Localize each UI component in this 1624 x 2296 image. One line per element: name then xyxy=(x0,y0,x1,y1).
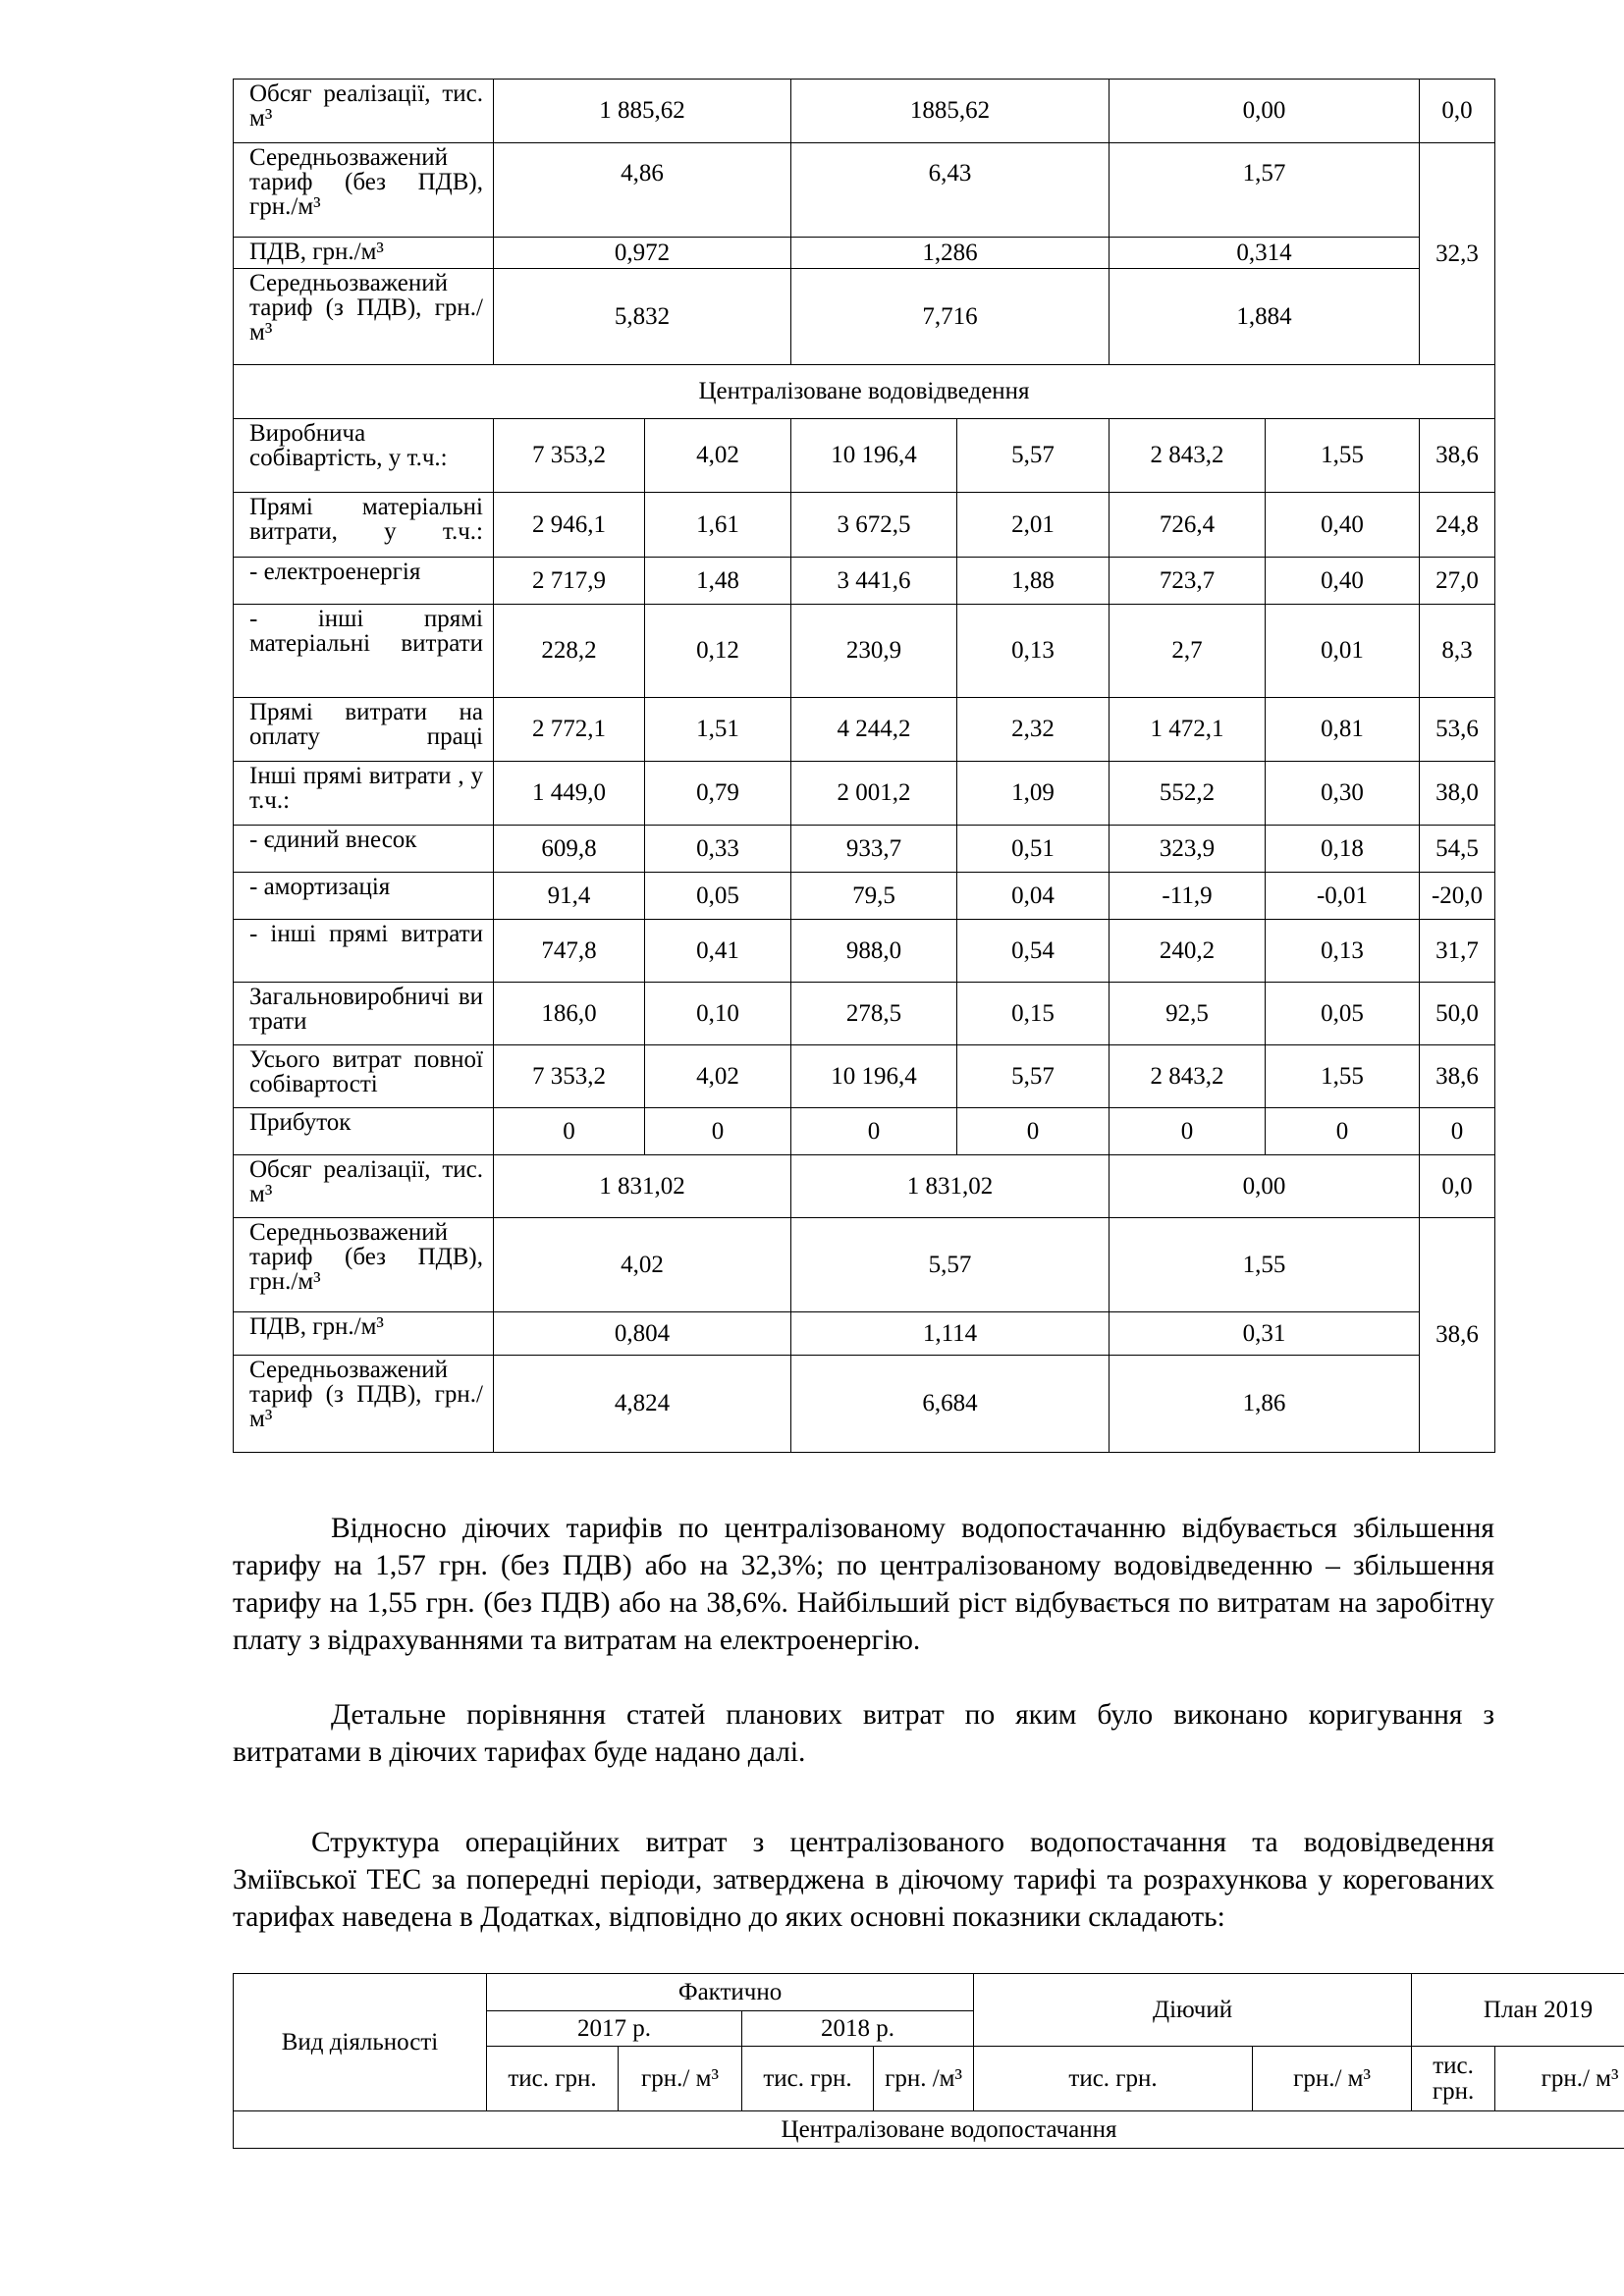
value-cell: 5,832 xyxy=(494,269,791,365)
unit-cell: тис. грн. xyxy=(742,2047,874,2111)
operating-costs-table xyxy=(233,1973,1624,2149)
value-cell: 0,15 xyxy=(957,983,1110,1045)
table-row xyxy=(234,873,1495,920)
value-cell: 0 xyxy=(1110,1108,1266,1155)
row-label: Прямі матеріальні витрати, у т.ч.: xyxy=(234,493,494,558)
value-cell: 7,716 xyxy=(791,269,1110,365)
value-cell: 5,57 xyxy=(791,1218,1110,1312)
table-row xyxy=(234,1356,1495,1453)
value-cell: 2,32 xyxy=(957,698,1110,762)
unit-cell: грн./ м³ xyxy=(1253,2047,1412,2111)
value-cell: 1,48 xyxy=(645,558,791,605)
value-cell: 2 001,2 xyxy=(791,762,957,826)
paragraph-cost-comparison: Детальне порівняння статей планових витрат по яким було виконано коригування з витратами в діючих тарифах буде надано далі. xyxy=(233,1699,1494,1768)
value-cell: 1 885,62 xyxy=(494,80,791,143)
value-cell: 50,0 xyxy=(1420,983,1495,1045)
value-cell: 1 472,1 xyxy=(1110,698,1266,762)
value-cell: -20,0 xyxy=(1420,873,1495,920)
value-cell: 609,8 xyxy=(494,826,645,873)
value-cell: 0 xyxy=(1420,1108,1495,1155)
value-cell: 552,2 xyxy=(1110,762,1266,826)
value-cell: 0,00 xyxy=(1110,80,1420,143)
value-cell: 24,8 xyxy=(1420,493,1495,558)
row-label: - єдиний внесок xyxy=(234,826,494,873)
row-label: Середньозважений тариф (з ПДВ), грн./м³ xyxy=(234,1356,494,1453)
table-row xyxy=(234,983,1495,1045)
value-cell: 1 831,02 xyxy=(494,1155,791,1218)
change-percent-cell: 38,6 xyxy=(1420,1218,1495,1453)
section-row xyxy=(234,2111,1624,2149)
value-cell: 0,51 xyxy=(957,826,1110,873)
section-title: Централізоване водопостачання xyxy=(234,2111,1624,2149)
value-cell: 0,40 xyxy=(1266,493,1420,558)
row-label: Обсяг реалізації, тис. м³ xyxy=(234,80,494,143)
value-cell: 0,972 xyxy=(494,238,791,269)
value-cell: 240,2 xyxy=(1110,920,1266,983)
value-cell: 1,114 xyxy=(791,1312,1110,1356)
row-label: - амортизація xyxy=(234,873,494,920)
value-cell: 0,10 xyxy=(645,983,791,1045)
value-cell: 0 xyxy=(1266,1108,1420,1155)
value-cell: 0,18 xyxy=(1266,826,1420,873)
value-cell: 4,02 xyxy=(645,419,791,493)
value-cell: 8,3 xyxy=(1420,605,1495,698)
value-cell: 6,684 xyxy=(791,1356,1110,1453)
value-cell: 4,02 xyxy=(494,1218,791,1312)
value-cell: 1,09 xyxy=(957,762,1110,826)
value-cell: 0 xyxy=(645,1108,791,1155)
value-cell: 0,0 xyxy=(1420,80,1495,143)
header-year-2017: 2017 р. xyxy=(487,2011,742,2047)
tariff-comparison-table xyxy=(233,79,1495,1453)
value-cell: 5,57 xyxy=(957,1045,1110,1108)
value-cell: 0,33 xyxy=(645,826,791,873)
value-cell: 2 717,9 xyxy=(494,558,645,605)
table-row xyxy=(234,1312,1495,1356)
value-cell: 0,41 xyxy=(645,920,791,983)
value-cell: 988,0 xyxy=(791,920,957,983)
row-label: ПДВ, грн./м³ xyxy=(234,1312,494,1356)
header-actual: Фактично xyxy=(487,1974,974,2011)
table-row xyxy=(234,269,1495,365)
table-row xyxy=(234,1218,1495,1312)
value-cell: 92,5 xyxy=(1110,983,1266,1045)
value-cell: 27,0 xyxy=(1420,558,1495,605)
unit-cell: грн./ м³ xyxy=(1495,2047,1624,2111)
unit-cell: тис. грн. xyxy=(487,2047,619,2111)
value-cell: 323,9 xyxy=(1110,826,1266,873)
value-cell: 4 244,2 xyxy=(791,698,957,762)
value-cell: 1,61 xyxy=(645,493,791,558)
table-row xyxy=(234,143,1495,238)
value-cell: 54,5 xyxy=(1420,826,1495,873)
value-cell: 723,7 xyxy=(1110,558,1266,605)
table-row xyxy=(234,558,1495,605)
header-current: Діючий xyxy=(974,1974,1412,2047)
value-cell: 5,57 xyxy=(957,419,1110,493)
value-cell: 0,01 xyxy=(1266,605,1420,698)
value-cell: 0,79 xyxy=(645,762,791,826)
row-label: Середньозважений тариф (без ПДВ), грн./м³ xyxy=(234,143,494,238)
value-cell: 0,81 xyxy=(1266,698,1420,762)
value-cell: 1 449,0 xyxy=(494,762,645,826)
table-row xyxy=(234,762,1495,826)
row-label: Обсяг реалізації, тис. м³ xyxy=(234,1155,494,1218)
table-row xyxy=(234,698,1495,762)
section-title: Централізоване водовідведення xyxy=(234,365,1495,419)
value-cell: 1,55 xyxy=(1266,1045,1420,1108)
value-cell: 7 353,2 xyxy=(494,1045,645,1108)
value-cell: 0,12 xyxy=(645,605,791,698)
value-cell: 186,0 xyxy=(494,983,645,1045)
unit-cell: грн./ м³ xyxy=(619,2047,742,2111)
value-cell: 0,13 xyxy=(957,605,1110,698)
row-label: Середньозважений тариф (з ПДВ), грн./м³ xyxy=(234,269,494,365)
table-row xyxy=(234,920,1495,983)
row-label: Виробнича собівартість, у т.ч.: xyxy=(234,419,494,493)
value-cell: 91,4 xyxy=(494,873,645,920)
value-cell: 1,55 xyxy=(1110,1218,1420,1312)
value-cell: 1,88 xyxy=(957,558,1110,605)
value-cell: 0,05 xyxy=(645,873,791,920)
table-row xyxy=(234,1155,1495,1218)
value-cell: 3 441,6 xyxy=(791,558,957,605)
header-year-2018: 2018 р. xyxy=(742,2011,974,2047)
value-cell: 38,6 xyxy=(1420,1045,1495,1108)
value-cell: 228,2 xyxy=(494,605,645,698)
value-cell: 0,0 xyxy=(1420,1155,1495,1218)
table-row xyxy=(234,826,1495,873)
row-label: - електроенергія xyxy=(234,558,494,605)
row-label: Усього витрат повної собівартості xyxy=(234,1045,494,1108)
value-cell: 1,884 xyxy=(1110,269,1420,365)
value-cell: 0,04 xyxy=(957,873,1110,920)
unit-cell: тис. грн. xyxy=(1412,2047,1495,2111)
value-cell: 6,43 xyxy=(791,143,1110,238)
section-row xyxy=(234,365,1495,419)
value-cell: -11,9 xyxy=(1110,873,1266,920)
value-cell: 4,02 xyxy=(645,1045,791,1108)
header-activity: Вид діяльності xyxy=(234,1974,487,2111)
table-row xyxy=(234,80,1495,143)
value-cell: 1,51 xyxy=(645,698,791,762)
row-label: Загальновиробничі витрати xyxy=(234,983,494,1045)
value-cell: 7 353,2 xyxy=(494,419,645,493)
value-cell: 2 772,1 xyxy=(494,698,645,762)
table-row xyxy=(234,493,1495,558)
row-label: ПДВ, грн./м³ xyxy=(234,238,494,269)
value-cell: 38,6 xyxy=(1420,419,1495,493)
paragraph-tariff-change: Відносно діючих тарифів по централізованому водопостачанню відбувається збільшення тарифу на 1,57 грн. (без ПДВ) або на 32,3%; по централізованому водовідведенню – збільшення тарифу на 1,55 грн. (без ПДВ) або на 38,6%. Найбільший ріст відбувається по витратам на заробітну плату з відрахуваннями та витратам на електроенергію. xyxy=(233,1513,1494,1656)
value-cell: 0 xyxy=(494,1108,645,1155)
value-cell: 230,9 xyxy=(791,605,957,698)
row-label: - інші прямі матеріальні витрати xyxy=(234,605,494,698)
row-label: - інші прямі витрати xyxy=(234,920,494,983)
row-label: Прямі витрати на оплату праці xyxy=(234,698,494,762)
value-cell: 1,57 xyxy=(1110,143,1420,238)
value-cell: 0 xyxy=(957,1108,1110,1155)
row-label: Інші прямі витрати , у т.ч.: xyxy=(234,762,494,826)
table-row xyxy=(234,1045,1495,1108)
value-cell: 0,804 xyxy=(494,1312,791,1356)
value-cell: 2 843,2 xyxy=(1110,419,1266,493)
value-cell: 31,7 xyxy=(1420,920,1495,983)
value-cell: 747,8 xyxy=(494,920,645,983)
value-cell: 0,31 xyxy=(1110,1312,1420,1356)
paragraph-cost-structure: Структура операційних витрат з централізованого водопостачання та водовідведення Зміївської ТЕС за попередні періоди, затверджена в діючому тарифі та розрахункова у корегованих тарифах наведена в Додатках, відповідно до яких основні показники складають: xyxy=(233,1827,1494,1933)
row-label: Прибуток xyxy=(234,1108,494,1155)
unit-cell: тис. грн. xyxy=(974,2047,1253,2111)
value-cell: 53,6 xyxy=(1420,698,1495,762)
value-cell: 4,824 xyxy=(494,1356,791,1453)
value-cell: 0,05 xyxy=(1266,983,1420,1045)
table-row xyxy=(234,1108,1495,1155)
table-row xyxy=(234,238,1495,269)
header-row xyxy=(234,1974,1624,2011)
value-cell: 10 196,4 xyxy=(791,1045,957,1108)
value-cell: 2 843,2 xyxy=(1110,1045,1266,1108)
value-cell: 0,54 xyxy=(957,920,1110,983)
value-cell: 2,01 xyxy=(957,493,1110,558)
value-cell: 2,7 xyxy=(1110,605,1266,698)
value-cell: 0,13 xyxy=(1266,920,1420,983)
value-cell: 0,00 xyxy=(1110,1155,1420,1218)
header-plan: План 2019 xyxy=(1412,1974,1624,2047)
value-cell: 10 196,4 xyxy=(791,419,957,493)
value-cell: 4,86 xyxy=(494,143,791,238)
value-cell: 79,5 xyxy=(791,873,957,920)
value-cell: 1,55 xyxy=(1266,419,1420,493)
value-cell: 933,7 xyxy=(791,826,957,873)
unit-cell: грн. /м³ xyxy=(874,2047,974,2111)
change-percent-cell: 32,3 xyxy=(1420,143,1495,365)
value-cell: 1885,62 xyxy=(791,80,1110,143)
value-cell: 1,86 xyxy=(1110,1356,1420,1453)
table-row xyxy=(234,605,1495,698)
row-label: Середньозважений тариф (без ПДВ), грн./м³ xyxy=(234,1218,494,1312)
value-cell: -0,01 xyxy=(1266,873,1420,920)
table-row xyxy=(234,419,1495,493)
value-cell: 1,286 xyxy=(791,238,1110,269)
value-cell: 1 831,02 xyxy=(791,1155,1110,1218)
value-cell: 2 946,1 xyxy=(494,493,645,558)
value-cell: 0 xyxy=(791,1108,957,1155)
value-cell: 38,0 xyxy=(1420,762,1495,826)
value-cell: 0,40 xyxy=(1266,558,1420,605)
value-cell: 0,30 xyxy=(1266,762,1420,826)
value-cell: 726,4 xyxy=(1110,493,1266,558)
value-cell: 0,314 xyxy=(1110,238,1420,269)
value-cell: 3 672,5 xyxy=(791,493,957,558)
value-cell: 278,5 xyxy=(791,983,957,1045)
